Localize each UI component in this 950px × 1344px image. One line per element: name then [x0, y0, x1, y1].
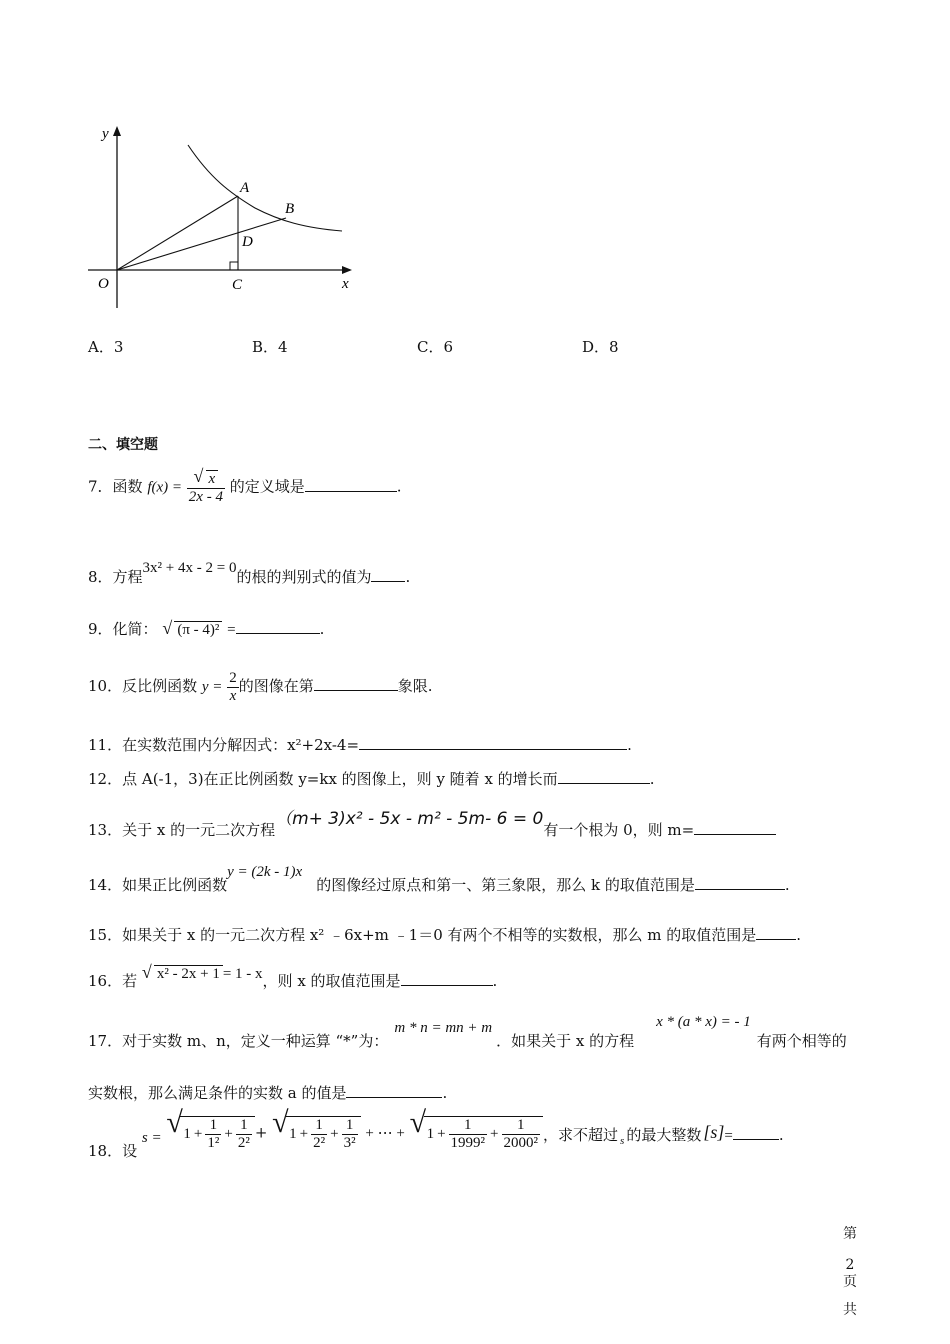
q16-number: 16．若: [88, 972, 138, 990]
q13-tail: 有一个根为 0，则 m=: [543, 821, 695, 839]
q9-end: .: [319, 620, 325, 638]
q9-eq: =: [227, 622, 236, 638]
question-16: [88, 962, 498, 990]
q10-number: 10．反比例函数: [88, 677, 198, 695]
label-x: x: [342, 276, 349, 292]
q16-tail: ，则 x 的取值范围是: [262, 972, 401, 990]
q14-number: 14．如果正比例函数: [88, 876, 228, 894]
hyperbola-curve: [188, 145, 342, 231]
q7-fx: f(x) =: [147, 479, 183, 496]
coordinate-figure: [80, 118, 370, 318]
q16-answer-blank[interactable]: [401, 971, 493, 986]
q18-answer-blank[interactable]: [733, 1125, 779, 1140]
question-13: [88, 804, 776, 839]
q17-line2-text: 实数根，那么满足条件的实数 a 的值是: [88, 1084, 347, 1102]
question-15: [88, 924, 801, 945]
q17-mid: ．如果关于 x 的方程: [496, 1032, 635, 1050]
q10-answer-blank[interactable]: [314, 676, 398, 691]
q17-answer-blank[interactable]: [346, 1083, 442, 1098]
q9-number: 9．化简：: [88, 620, 158, 638]
y-axis-arrow: [113, 126, 121, 136]
q8-tail: 的根的判别式的值为: [236, 568, 372, 586]
q10-tail: 的图像在第: [238, 677, 314, 695]
question-17: [88, 1014, 847, 1050]
q16-radical: √ x² - 2x + 1: [142, 965, 223, 983]
q18-lhs: s =: [141, 1129, 162, 1146]
q17-equation: x * (a * x) = - 1: [656, 1014, 751, 1030]
q8-end: .: [405, 568, 411, 586]
q17-end: .: [442, 1084, 448, 1102]
x-axis-arrow: [342, 266, 352, 274]
q9-answer-blank[interactable]: [236, 619, 320, 634]
right-angle-mark: [230, 262, 238, 270]
q10-numerator: 2: [229, 670, 237, 686]
label-b: B: [285, 201, 295, 217]
q18-term-3: √ 1 + $\frac{1}{\text{1999²}}$ + $\frac{1}{\text{2000²}}$: [410, 1116, 543, 1151]
q18-number: 18．设: [88, 1141, 138, 1160]
q13-expr: （m+ 3)x² - 5x - m² - 5m- 6 = 0: [275, 809, 544, 829]
question-12: [88, 768, 654, 789]
q8-number: 8．方程: [88, 568, 143, 586]
q15-text: 15．如果关于 x 的一元二次方程 x² ﹣6x+m ﹣1＝0 有两个不相等的实数根，那么 m 的取值范围是: [88, 926, 757, 944]
q18-s-small: s: [620, 1134, 625, 1147]
q15-end: .: [796, 926, 802, 944]
q18-dots: + ⋯ +: [365, 1125, 405, 1142]
q14-end: .: [784, 876, 790, 894]
q13-number: 13．关于 x 的一元二次方程: [88, 821, 276, 839]
q11-end: .: [627, 736, 632, 754]
q8-expr: 3x² + 4x - 2 = 0: [142, 560, 237, 576]
option-c: C．6: [417, 338, 454, 356]
label-d: D: [242, 234, 253, 250]
q8-answer-blank[interactable]: [371, 567, 405, 582]
q11-text: 11．在实数范围内分解因式：x²+2x-4=: [88, 736, 360, 754]
page-footer: [842, 1226, 858, 1319]
question-18: 18．设 s = √ 1 + $\frac{1}{\text{1²}}$ + $\frac{1}{\text{2²}}$ + √ 1 + $\frac{1}{\text{2²}}$ + $\frac{1}{\text{3²}}$ + ⋯ + √ 1 + $\frac{1}{\text{1999²}}$ + $\frac{1}{\text{2000²}}$ ，求不超过 $_s$ 的最大整数 [s]= .: [88, 1106, 784, 1160]
q7-tail: 的定义域是: [229, 477, 305, 496]
label-y: y: [102, 126, 109, 142]
q7-numerator: √ x: [187, 470, 225, 489]
q7-fraction: [187, 466, 225, 505]
question-10: [88, 670, 432, 704]
q11-answer-blank[interactable]: [359, 735, 627, 750]
label-c: C: [232, 277, 243, 293]
q18-term-1: √ 1 + $\frac{1}{\text{1²}}$ + $\frac{1}{\text{2²}}$: [166, 1116, 254, 1151]
q14-expr: y = (2k - 1)x: [227, 864, 303, 880]
q16-rhs: = 1 - x: [222, 966, 263, 982]
q10-fraction: [227, 670, 239, 704]
q15-answer-blank[interactable]: [756, 925, 796, 940]
q18-end: .: [778, 1125, 784, 1144]
question-7: [88, 466, 402, 505]
footer-char-4: 共: [843, 1302, 857, 1319]
footer-char-2: 2: [845, 1256, 855, 1273]
q18-bracket: [s]: [703, 1121, 725, 1142]
question-14: [88, 860, 790, 894]
question-11: [88, 734, 632, 755]
option-d: D．8: [582, 338, 619, 356]
footer-char-1: 第: [843, 1226, 857, 1242]
q17-definition: m * n = mn + m: [394, 1020, 493, 1036]
q18-term-2: √ 1 + $\frac{1}{\text{2²}}$ + $\frac{1}{\text{3²}}$: [272, 1116, 360, 1151]
q18-eq: =: [724, 1127, 733, 1144]
q7-denominator: 2x - 4: [188, 488, 223, 505]
segment-ob: [117, 218, 286, 270]
q7-end: .: [396, 477, 402, 496]
q9-radical: √ (π - 4)²: [162, 621, 222, 639]
segment-oa: [117, 196, 238, 270]
q18-tail-2: 的最大整数: [626, 1125, 702, 1144]
q17-number: 17．对于实数 m、n，定义一种运算 “*”为：: [88, 1032, 389, 1050]
option-a: A．3: [88, 338, 124, 356]
section-heading: 二、填空题: [88, 437, 158, 453]
q12-end: .: [649, 770, 655, 788]
label-a: A: [240, 180, 250, 196]
footer-char-3: 页: [843, 1273, 857, 1290]
q10-end: 象限.: [397, 677, 433, 695]
q12-answer-blank[interactable]: [558, 769, 650, 784]
q7-number: 7．函数: [88, 477, 143, 496]
question-17-line2: [88, 1082, 447, 1103]
q18-tail-1: ，求不超过: [543, 1125, 619, 1144]
q13-answer-blank[interactable]: [694, 820, 776, 835]
q17-tail: 有两个相等的: [756, 1032, 847, 1050]
q7-answer-blank[interactable]: [305, 477, 397, 492]
q10-denominator: x: [229, 687, 237, 704]
label-o: O: [98, 276, 109, 292]
question-8: [88, 556, 411, 586]
q14-tail: 的图像经过原点和第一、第三象限，那么 k 的取值范围是: [316, 876, 695, 894]
q12-text: 12．点 A(-1，3)在正比例函数 y=kx 的图像上，则 y 随着 x 的增长而: [88, 770, 558, 788]
q16-end: .: [492, 972, 498, 990]
question-9: [88, 618, 324, 639]
q14-answer-blank[interactable]: [695, 875, 785, 890]
q10-lhs: y =: [201, 679, 223, 695]
option-b: B．4: [252, 338, 288, 356]
